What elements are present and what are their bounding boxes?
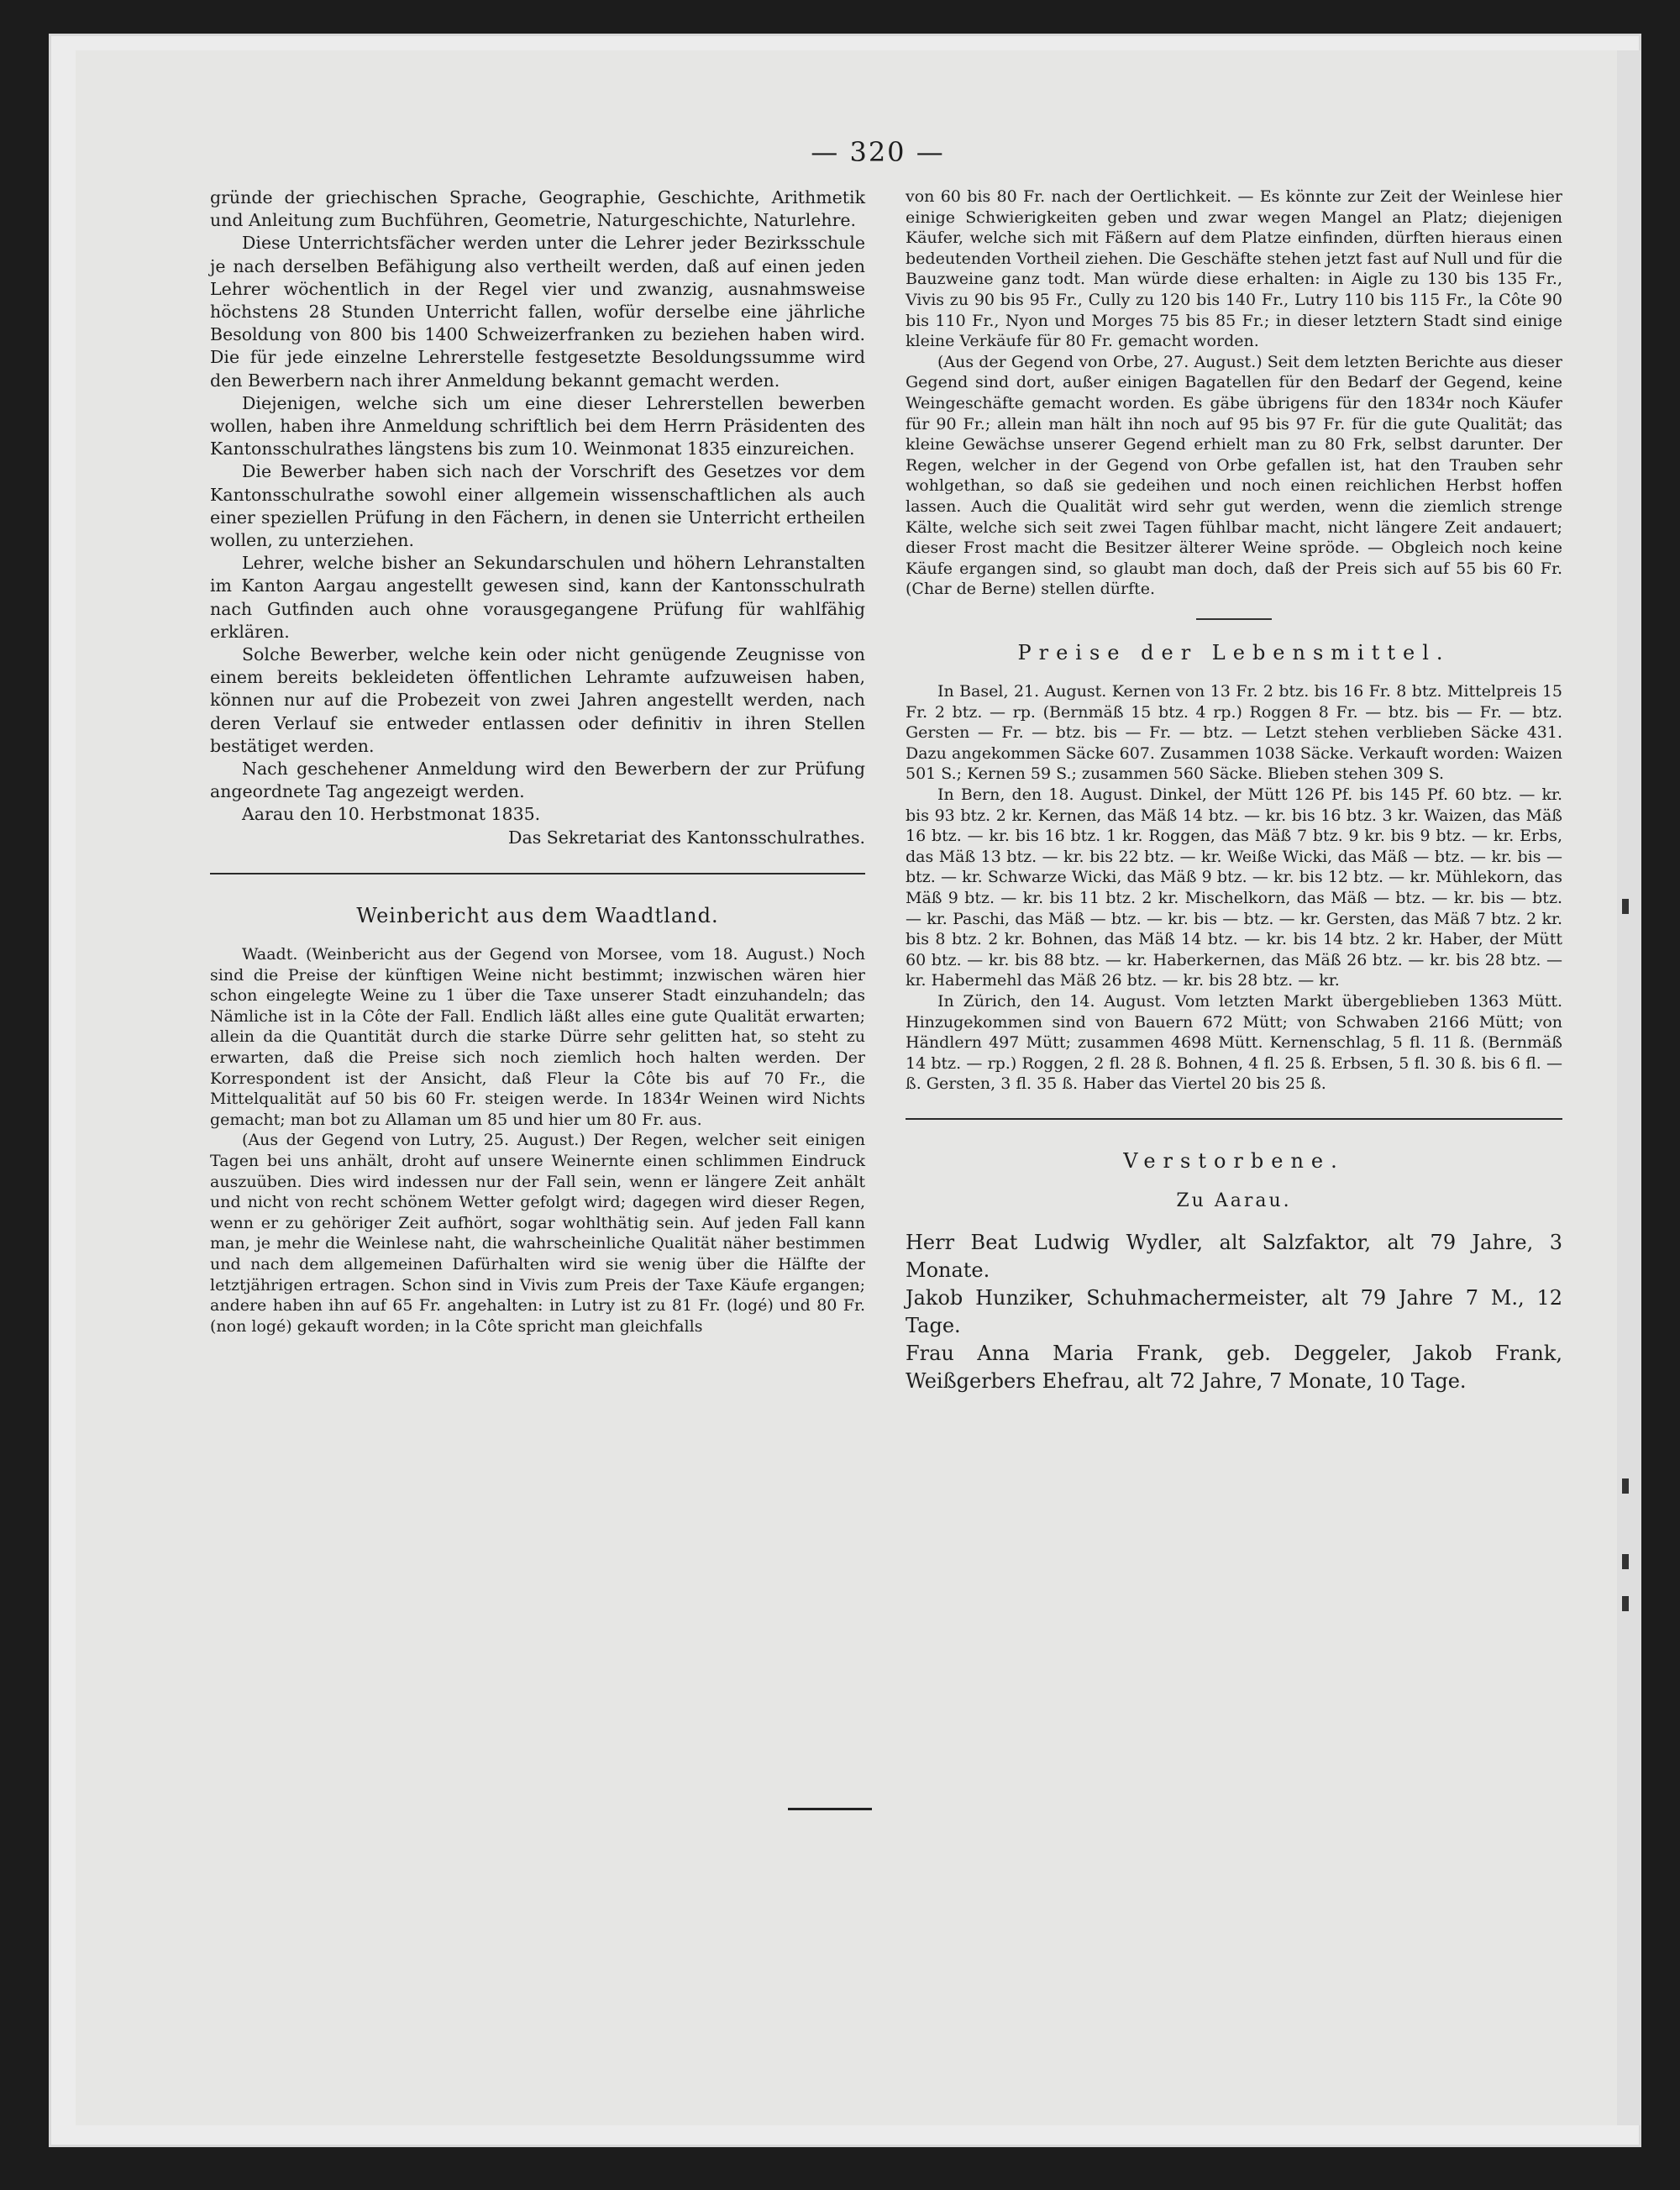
end-divider [788, 1808, 872, 1810]
left-column [210, 186, 865, 1337]
short-divider [1196, 618, 1272, 620]
school-paragraph: Nach geschehener Anmeldung wird den Bewerbern der zur Prüfung angeordnete Tag angezeigt werden. [210, 759, 865, 802]
page-number: — 320 — [811, 136, 945, 168]
adjacent-page-edge [1617, 50, 1641, 2125]
section-divider [906, 1118, 1562, 1120]
school-paragraph: Diese Unterrichtsfächer werden unter die Lehrer jeder Bezirksschule je nach derselben Befähigung also vertheilt werden, daß auf einen jeden Lehrer wöchentlich in der Regel vier und zwanzig, ausnahmsweise höchstens 28 Stunden Unterricht fallen, wofür derselbe eine jährliche Besoldung von 800 bis 1400 Schweizerfranken zu beziehen haben wird. Die für jede einzelne Lehrerstelle festgesetzte Besoldungssumme wird den Bewerbern nach ihrer Anmeldung bekannt gemacht werden. [210, 233, 865, 391]
school-paragraph: Die Bewerber haben sich nach der Vorschrift des Gesetzes vor dem Kantonsschulrathe sowohl einer allgemein wissenschaftlichen als auch einer speziellen Prüfung in den Fächern, in denen sie Unterricht ertheilen wollen, zu unterziehen. [210, 461, 865, 551]
death-entry: Jakob Hunziker, Schuhmachermeister, alt 79 Jahre 7 M., 12 Tage. [906, 1286, 1562, 1338]
wine-paragraph: Waadt. (Weinbericht aus der Gegend von Morsee, vom 18. August.) Noch sind die Preise der künftigen Weine nicht bestimmt; inzwischen wären hier schon eingelegte Weine zu 1 über die Taxe unserer Stadt einzuhandeln; das Nämliche ist in la Côte der Fall. Endlich läßt alles eine gute Qualität erwarten; allein da die Quantität durch die starke Dürre sehr gelitten hat, so steht zu erwarten, daß die Preise sich noch ziemlich hoch halten werden. Der Korrespondent ist der Ansicht, daß Fleur la Côte bis auf 70 Fr., die Mittelqualität auf 50 bis 60 Fr. steigen werde. In 1834r Weinen wird Nichts gemacht; man bot zu Allaman um 85 und hier um 80 Fr. aus. [210, 945, 865, 1129]
wine-paragraph: (Aus der Gegend von Orbe, 27. August.) Seit dem letzten Berichte aus dieser Gegend sind dort, außer einigen Bagatellen für den Bedarf der Gegend, keine Weingeschäfte gemacht worden. Es gäbe übrigens für den 1834r noch Käufer für 90 Fr.; allein man hält ihn noch auf 95 bis 97 Fr. für die gute Qualität; das kleine Gewächse unserer Gegend erhielt man zu 80 Frk, selbst darunter. Der Regen, welcher in der Gegend von Orbe gefallen ist, hat den Trauben sehr wohlgethan, so daß sie gedeihen und noch einen reichlichen Herbst hoffen lassen. Auch die Qualität wird sehr gut werden, wenn die ziemlich strenge Kälte, welche sich seit zwei Tagen fühlbar macht, nicht längere Zeit andauert; dieser Frost macht die Besitzer älterer Weine spröde. — Obgleich noch keine Käufe ergangen sind, so glaubt man doch, daß der Preis sich auf 55 bis 60 Fr. (Char de Berne) stellen dürfte. [906, 352, 1562, 599]
wine-paragraph: (Aus der Gegend von Lutry, 25. August.) Der Regen, welcher seit einigen Tagen bei uns anhält, droht auf unsere Weinernte einen schlimmen Eindruck auszuüben. Dies wird indessen nur der Fall sein, wenn er längere Zeit anhält und nicht von recht schönem Wetter gefolgt wird; dagegen wird dieser Regen, wenn er zu gehöriger Zeit aufhört, sogar wohlthätig sein. Auf jeden Fall kann man, je mehr die Weinlese naht, die wahrscheinliche Qualität näher bestimmen und nach dem allgemeinen Dafürhalten wird sie wenig über die Hälfte der letztjährigen ertragen. Schon sind in Vivis zum Preis der Taxe Käufe ergangen; andere haben ihn auf 65 Fr. angehalten: in Lutry ist zu 81 Fr. (logé) und 80 Fr. (non logé) gekauft worden; in la Côte spricht man gleichfalls [210, 1131, 865, 1336]
price-paragraph: In Zürich, den 14. August. Vom letzten Markt übergeblieben 1363 Mütt. Hinzugekommen sind von Bauern 672 Mütt; von Schwaben 2166 Mütt; von Händlern 497 Mütt; zusammen 4698 Mütt. Kernenschlag, 5 fl. 11 ß. (Bernmäß 14 btz. — rp.) Roggen, 2 fl. 28 ß. Bohnen, 4 fl. 25 ß. Erbsen, 5 fl. 30 ß. bis 6 fl. — ß. Gersten, 3 fl. 35 ß. Haber das Viertel 20 bis 25 ß. [906, 991, 1562, 1094]
price-paragraph: In Bern, den 18. August. Dinkel, der Mütt 126 Pf. bis 145 Pf. 60 btz. — kr. bis 93 btz. 2 kr. Kernen, das Mäß 14 btz. — kr. bis 16 btz. 3 kr. Waizen, das Mäß 16 btz. — kr. bis 16 btz. 1 kr. Roggen, das Mäß 7 btz. 9 kr. bis 9 btz. — kr. Erbs, das Mäß 13 btz. — kr. bis 22 btz. — kr. Weiße Wicki, das Mäß — btz. — kr. bis — btz. — kr. Schwarze Wicki, das Mäß 9 btz. — kr. bis 12 btz. — kr. Mühlekorn, das Mäß 9 btz. — kr. bis 11 btz. 2 kr. Mischelkorn, das Mäß — btz. — kr. bis — btz. — kr. Paschi, das Mäß — btz. — kr. bis — btz. — kr. Gersten, das Mäß 7 btz. 2 kr. bis 8 btz. 2 kr. Bohnen, das Mäß 14 btz. — kr. bis 14 btz. 2 kr. Haber, der Mütt 60 btz. — kr. bis 88 btz. — kr. Haberkernen, das Mäß 26 btz. — kr. bis 28 btz. — kr. Habermehl das Mäß 26 btz. — kr. bis 28 btz. — kr. [906, 785, 1562, 990]
price-paragraph: In Basel, 21. August. Kernen von 13 Fr. 2 btz. bis 16 Fr. 8 btz. Mittelpreis 15 Fr. 2 btz. — rp. (Bernmäß 15 btz. 4 rp.) Roggen 8 Fr. — btz. bis — Fr. — btz. Gersten — Fr. — btz. bis — Fr. — btz. — Letzt stehen verblieben Säcke 431. Dazu angekommen Säcke 607. Zusammen 1038 Säcke. Verkauft worden: Waizen 501 S.; Kernen 59 S.; zusammen 560 Säcke. Blieben stehen 309 S. [906, 682, 1562, 784]
prices-heading: Preise der Lebensmittel. [1017, 640, 1451, 664]
school-paragraph: Diejenigen, welche sich um eine dieser Lehrerstellen bewerben wollen, haben ihre Anmeldung schriftlich bei dem Herrn Präsidenten des Kantonsschulrathes längstens bis zum 10. Weinmonat 1835 einzureichen. [210, 392, 865, 460]
section-divider [210, 873, 865, 874]
wine-report-heading: Weinbericht aus dem Waadtland. [356, 903, 719, 927]
death-entry: Herr Beat Ludwig Wydler, alt Salzfaktor, alt 79 Jahre, 3 Monate. [906, 1231, 1562, 1283]
death-entry: Frau Anna Maria Frank, geb. Deggeler, Jakob Frank, Weißgerbers Ehefrau, alt 72 Jahre, 7 Monate, 10 Tage. [906, 1342, 1562, 1394]
school-paragraph: Solche Bewerber, welche kein oder nicht genügende Zeugnisse von einem bereits bekleideten öffentlichen Lehramte aufzuweisen haben, können nur auf die Probezeit von zwei Jahren angestellt werden, nach deren Verlauf sie entweder entlassen oder definitiv in ihren Stellen bestätiget werden. [210, 644, 865, 756]
signature: Das Sekretariat des Kantonsschulrathes. [508, 827, 865, 848]
deaths-subheading: Zu Aarau. [1176, 1190, 1292, 1212]
deaths-heading: Verstorbene. [1123, 1148, 1345, 1173]
school-paragraph: gründe der griechischen Sprache, Geographie, Geschichte, Arithmetik und Anleitung zum Buchführen, Geometrie, Naturgeschichte, Naturlehre. [210, 187, 865, 231]
date-line: Aarau den 10. Herbstmonat 1835. [242, 804, 541, 825]
wine-paragraph: von 60 bis 80 Fr. nach der Oertlichkeit. — Es könnte zur Zeit der Weinlese hier einige Schwierigkeiten geben und zwar wegen Mangel an Platz; diejenigen Käufer, welche sich mit Fäßern auf dem Platze einfinden, dürften hieraus einen bedeutenden Vortheil ziehen. Die Geschäfte stehen jetzt fast auf Null und für die Bauzweine ganz todt. Man würde diese erhalten: in Aigle zu 130 bis 135 Fr., Vivis zu 90 bis 95 Fr., Cully zu 120 bis 140 Fr., Lutry 110 bis 115 Fr., la Côte 90 bis 110 Fr., Nyon und Morges 75 bis 85 Fr.; in dieser letztern Stadt sind einige kleine Verkäufe für 80 Fr. gemacht worden. [906, 187, 1562, 351]
right-column [906, 186, 1562, 1395]
school-paragraph: Lehrer, welche bisher an Sekundarschulen und höhern Lehranstalten im Kanton Aargau angestellt gewesen sind, kann der Kantonsschulrath nach Gutfinden auch ohne vorausgegangene Prüfung für wahlfähig erklären. [210, 553, 865, 642]
